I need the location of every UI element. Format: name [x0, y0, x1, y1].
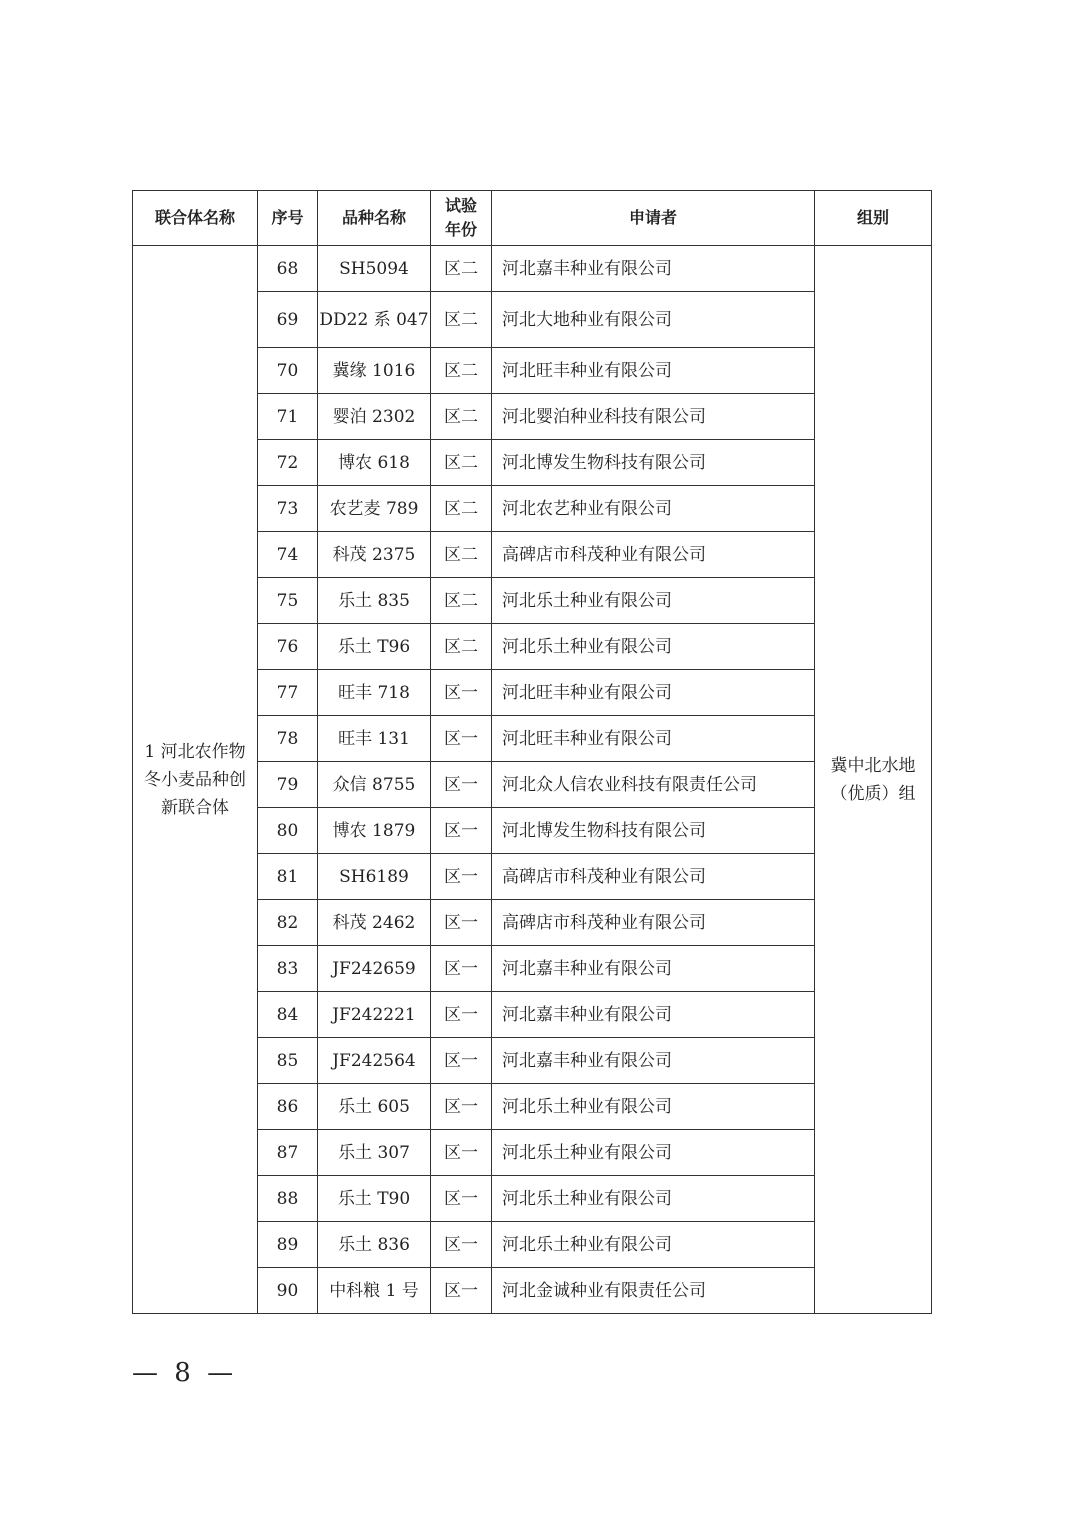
cell-applicant: 河北乐土种业有限公司	[492, 1084, 815, 1130]
cell-variety: 众信 8755	[318, 762, 431, 808]
cell-trial-year: 区一	[431, 808, 492, 854]
table-body	[133, 246, 932, 1314]
cell-trial-year: 区一	[431, 992, 492, 1038]
cell-no: 88	[258, 1176, 318, 1222]
cell-applicant: 河北博发生物科技有限公司	[492, 440, 815, 486]
cell-trial-year: 区一	[431, 1268, 492, 1314]
cell-trial-year: 区二	[431, 348, 492, 394]
cell-no: 90	[258, 1268, 318, 1314]
cell-applicant: 河北乐土种业有限公司	[492, 1176, 815, 1222]
cell-trial-year: 区二	[431, 624, 492, 670]
cell-no: 73	[258, 486, 318, 532]
cell-applicant: 河北乐土种业有限公司	[492, 1130, 815, 1176]
cell-trial-year: 区一	[431, 854, 492, 900]
cell-applicant: 河北博发生物科技有限公司	[492, 808, 815, 854]
cell-no: 76	[258, 624, 318, 670]
cell-variety: 乐土 T96	[318, 624, 431, 670]
cell-no: 72	[258, 440, 318, 486]
cell-variety: JF242564	[318, 1038, 431, 1084]
cell-applicant: 河北嘉丰种业有限公司	[492, 246, 815, 292]
cell-applicant: 河北嘉丰种业有限公司	[492, 992, 815, 1038]
cell-variety: 农艺麦 789	[318, 486, 431, 532]
cell-trial-year: 区一	[431, 900, 492, 946]
cell-trial-year: 区二	[431, 532, 492, 578]
cell-applicant: 高碑店市科茂种业有限公司	[492, 854, 815, 900]
cell-trial-year: 区一	[431, 946, 492, 992]
cell-variety: SH5094	[318, 246, 431, 292]
cell-no: 82	[258, 900, 318, 946]
header-applicant: 申请者	[492, 191, 815, 246]
cell-no: 89	[258, 1222, 318, 1268]
cell-trial-year: 区二	[431, 486, 492, 532]
cell-trial-year: 区一	[431, 762, 492, 808]
header-no: 序号	[258, 191, 318, 246]
table-row	[133, 246, 932, 292]
cell-variety: 婴泊 2302	[318, 394, 431, 440]
page-number: — 8 —	[132, 1358, 238, 1388]
cell-trial-year: 区二	[431, 440, 492, 486]
cell-variety: JF242659	[318, 946, 431, 992]
cell-no: 85	[258, 1038, 318, 1084]
cell-trial-year: 区二	[431, 292, 492, 348]
cell-variety: 博农 618	[318, 440, 431, 486]
cell-variety: 博农 1879	[318, 808, 431, 854]
cell-variety: 科茂 2462	[318, 900, 431, 946]
cell-applicant: 河北众人信农业科技有限责任公司	[492, 762, 815, 808]
cell-no: 68	[258, 246, 318, 292]
cell-no: 81	[258, 854, 318, 900]
cell-applicant: 高碑店市科茂种业有限公司	[492, 532, 815, 578]
cell-variety: JF242221	[318, 992, 431, 1038]
cell-variety: 冀缘 1016	[318, 348, 431, 394]
cell-trial-year: 区一	[431, 1176, 492, 1222]
cell-no: 78	[258, 716, 318, 762]
cell-applicant: 河北乐土种业有限公司	[492, 1222, 815, 1268]
cell-variety: 乐土 605	[318, 1084, 431, 1130]
cell-trial-year: 区一	[431, 670, 492, 716]
cell-no: 69	[258, 292, 318, 348]
cell-variety: 乐土 835	[318, 578, 431, 624]
cell-variety: 乐土 836	[318, 1222, 431, 1268]
cell-applicant: 河北旺丰种业有限公司	[492, 670, 815, 716]
cell-variety: 乐土 T90	[318, 1176, 431, 1222]
cell-applicant: 河北嘉丰种业有限公司	[492, 1038, 815, 1084]
header-variety: 品种名称	[318, 191, 431, 246]
cell-trial-year: 区一	[431, 1222, 492, 1268]
cell-applicant: 河北嘉丰种业有限公司	[492, 946, 815, 992]
cell-no: 86	[258, 1084, 318, 1130]
cell-no: 84	[258, 992, 318, 1038]
cell-trial-year: 区二	[431, 246, 492, 292]
cell-variety: 旺丰 718	[318, 670, 431, 716]
cell-variety: 中科粮 1 号	[318, 1268, 431, 1314]
cell-no: 80	[258, 808, 318, 854]
cell-variety: DD22 系 047	[318, 292, 431, 348]
cell-no: 77	[258, 670, 318, 716]
variety-table	[132, 190, 932, 1314]
alliance-name-cell: 1 河北农作物冬小麦品种创新联合体	[133, 246, 258, 1314]
cell-trial-year: 区二	[431, 578, 492, 624]
cell-no: 83	[258, 946, 318, 992]
cell-applicant: 河北乐土种业有限公司	[492, 578, 815, 624]
cell-trial-year: 区一	[431, 716, 492, 762]
cell-applicant: 河北婴泊种业科技有限公司	[492, 394, 815, 440]
cell-applicant: 河北旺丰种业有限公司	[492, 716, 815, 762]
cell-applicant: 河北大地种业有限公司	[492, 292, 815, 348]
group-name-cell: 冀中北水地（优质）组	[815, 246, 932, 1314]
cell-trial-year: 区二	[431, 394, 492, 440]
cell-no: 87	[258, 1130, 318, 1176]
cell-variety: 乐土 307	[318, 1130, 431, 1176]
cell-no: 70	[258, 348, 318, 394]
cell-no: 71	[258, 394, 318, 440]
cell-applicant: 河北农艺种业有限公司	[492, 486, 815, 532]
cell-applicant: 高碑店市科茂种业有限公司	[492, 900, 815, 946]
cell-trial-year: 区一	[431, 1084, 492, 1130]
cell-variety: SH6189	[318, 854, 431, 900]
cell-applicant: 河北乐土种业有限公司	[492, 624, 815, 670]
cell-variety: 科茂 2375	[318, 532, 431, 578]
header-alliance: 联合体名称	[133, 191, 258, 246]
cell-applicant: 河北金诚种业有限责任公司	[492, 1268, 815, 1314]
cell-applicant: 河北旺丰种业有限公司	[492, 348, 815, 394]
cell-no: 79	[258, 762, 318, 808]
header-trial-year-line1: 试验	[444, 196, 477, 215]
header-group: 组别	[815, 191, 932, 246]
cell-no: 75	[258, 578, 318, 624]
cell-trial-year: 区一	[431, 1038, 492, 1084]
cell-trial-year: 区一	[431, 1130, 492, 1176]
cell-no: 74	[258, 532, 318, 578]
table-header	[133, 191, 932, 246]
header-trial-year-line2: 年份	[444, 220, 477, 239]
header-trial-year	[431, 191, 492, 246]
cell-variety: 旺丰 131	[318, 716, 431, 762]
